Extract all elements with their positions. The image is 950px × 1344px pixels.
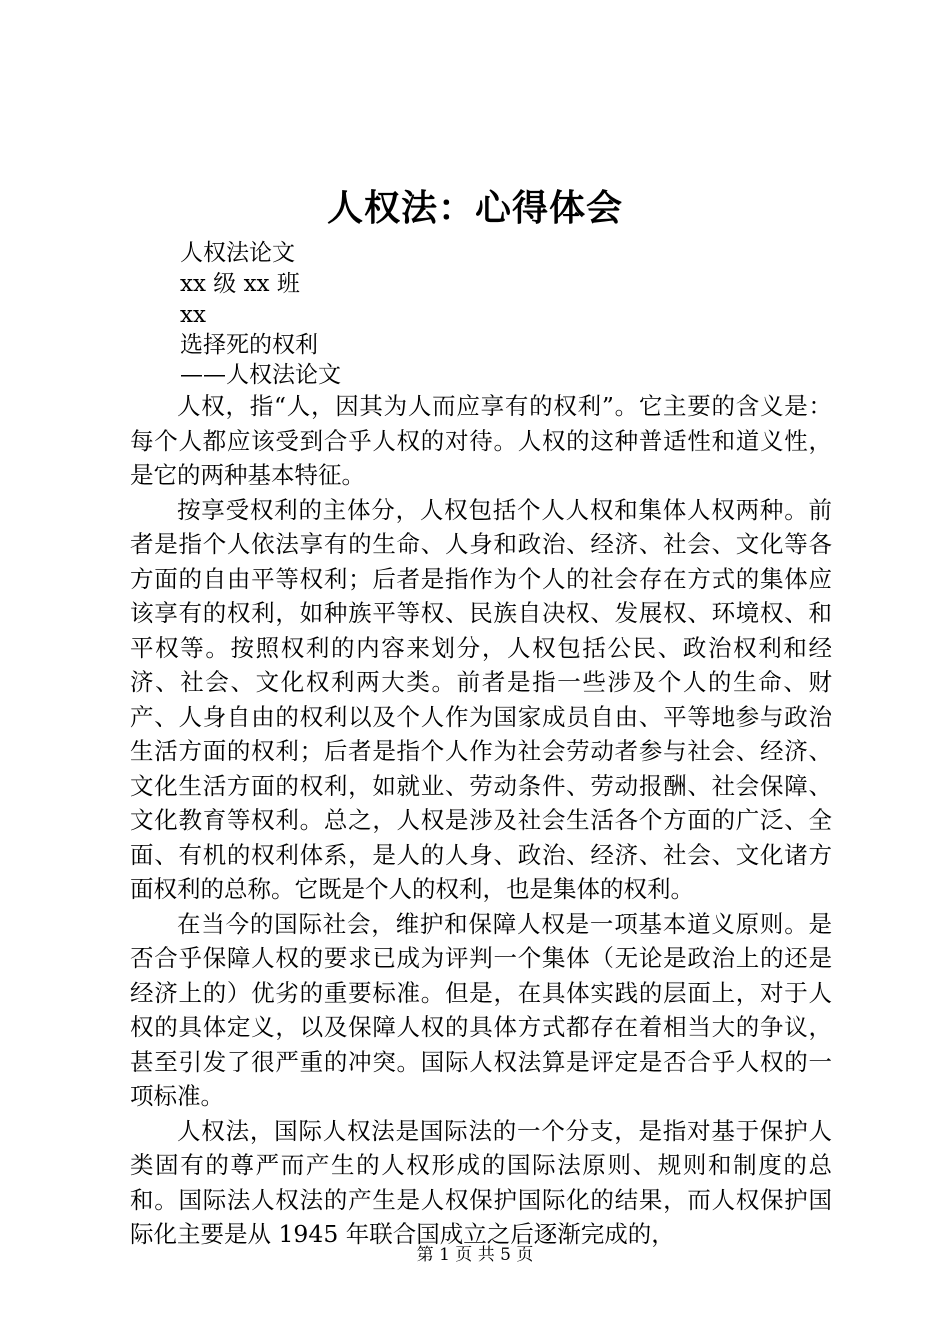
paragraph: 在当今的国际社会，维护和保障人权是一项基本道义原则。是否合乎保障人权的要求已成为评判一个集体（无论是政治上的还是经济上的）优劣的重要标准。但是，在具体实践的层面上，对于人权的具体定义，以及保障人权的具体方式都存在着相当大的争议，甚至引发了很严重的冲突。国际人权法算是评定是否合乎人权的一项标准。: [130, 909, 832, 1110]
meta-line-subtitle: ——人权法论文: [180, 362, 341, 388]
meta-line-essay-type: 人权法论文: [180, 240, 295, 266]
meta-line-essay-title: 选择死的权利: [180, 332, 318, 358]
page-footer: 第 1 页 共 5 页: [416, 1245, 534, 1265]
meta-line-author: xx: [180, 302, 206, 328]
meta-line-class: xx 级 xx 班: [180, 271, 300, 297]
paragraph: 按享受权利的主体分，人权包括个人人权和集体人权两种。前者是指个人依法享有的生命、人身和政治、经济、社会、文化等各方面的自由平等权利；后者是指作为个人的社会存在方式的集体应该享有的权利，如种族平等权、民族自决权、发展权、环境权、和平权等。按照权利的内容来划分，人权包括公民、政治权利和经济、社会、文化权利两大类。前者是指一些涉及个人的生命、财产、人身自由的权利以及个人作为国家成员自由、平等地参与政治生活方面的权利；后者是指个人作为社会劳动者参与社会、经济、文化生活方面的权利，如就业、劳动条件、劳动报酬、社会保障、文化教育等权利。总之，人权是涉及社会生活各个方面的广泛、全面、有机的权利体系，是人的人身、政治、经济、社会、文化诸方面权利的总称。它既是个人的权利，也是集体的权利。: [130, 495, 832, 903]
document-title: 人权法：心得体会: [326, 187, 623, 229]
paragraph: 人权，指“人，因其为人而应享有的权利”。它主要的含义是：每个人都应该受到合乎人权的对待。人权的这种普适性和道义性，是它的两种基本特征。: [130, 392, 832, 489]
paragraph: 人权法，国际人权法是国际法的一个分支，是指对基于保护人类固有的尊严而产生的人权形成的国际法原则、规则和制度的总和。国际法人权法的产生是人权保护国际化的结果，而人权保护国际化主要是从 1945 年联合国成立之后逐渐完成的，: [130, 1116, 832, 1248]
document-body: [130, 389, 832, 1252]
